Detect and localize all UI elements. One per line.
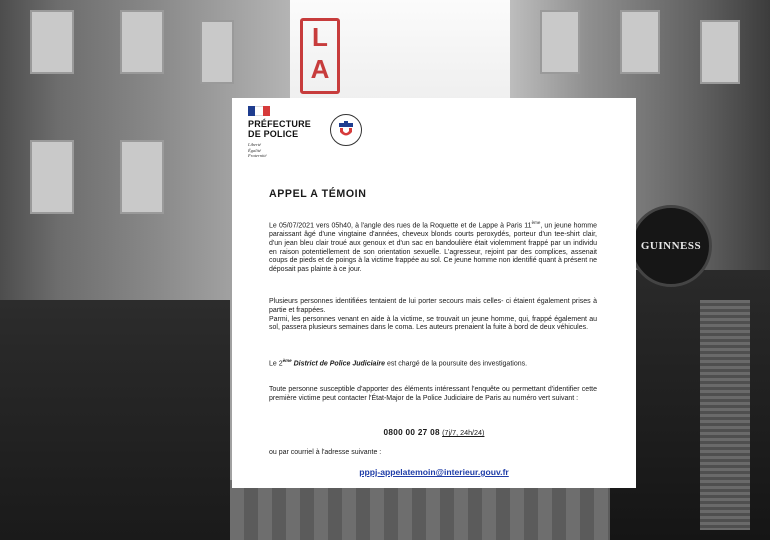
hotline-hours: (7j/7, 24h/24) — [442, 428, 485, 437]
window — [200, 20, 234, 84]
witness-appeal-notice — [232, 98, 636, 488]
contact-email-link[interactable]: pppj-appelatemoin@interieur.gouv.fr — [359, 467, 509, 477]
prefecture-logo — [248, 106, 318, 159]
logo-title-line1: PRÉFECTURE — [248, 119, 312, 129]
cobblestone-street — [230, 480, 610, 540]
police-emblem-icon — [330, 114, 362, 146]
hotline-number[interactable]: 0800 00 27 08 — [383, 428, 440, 437]
window — [30, 140, 74, 214]
window — [700, 20, 740, 84]
shop-shutter — [700, 300, 750, 530]
window — [620, 10, 660, 74]
window — [120, 140, 164, 214]
sign-letter: L — [312, 22, 328, 52]
sign-letter: A — [310, 54, 330, 84]
guinness-sign-text: GUINNESS — [640, 240, 702, 252]
window — [30, 10, 74, 74]
window — [120, 10, 164, 74]
guinness-sign — [630, 205, 712, 287]
hotline — [232, 428, 636, 437]
logo-motto: Liberté Égalité Fraternité — [248, 142, 267, 158]
witnesses-paragraph: Plusieurs personnes identifiées tentaient de lui porter secours mais celles- ci étaient également prises à partie et frappées. Parmi, les personnes venant en aide à la victime, se trouvait un jeune homme, qui, frappé également au sol, passera plusieurs semaines dans le coma. Les auteurs prenaient la fuite à bord de deux véhicules. — [269, 298, 597, 332]
email-intro: ou par courriel à l'adresse suivante : — [269, 449, 382, 456]
left-shopfront — [0, 300, 230, 540]
marianne-flag-icon — [248, 106, 270, 116]
logo-title-line2: DE POLICE — [248, 129, 299, 139]
contact-paragraph: Toute personne susceptible d'apporter des éléments intéressant l'enquête ou permettant d'identifier cette première victime peut contacter l'État-Major de la Police Judiciaire de Paris au numéro vert suivant : — [269, 386, 597, 402]
notice-heading: APPEL A TÉMOIN — [269, 188, 367, 200]
window — [540, 10, 580, 74]
investigation-paragraph: Le 2ème District de Police Judiciaire est chargé de la poursuite des investigations. — [269, 358, 528, 368]
red-letter-sign — [300, 18, 340, 94]
incident-description: Le 05/07/2021 vers 05h40, à l'angle des rues de la Roquette et de Lappe à Paris 11ème, un jeune homme paraissant âgé d'une vingtaine d'années, cheveux blonds courts peroxydés, porteur d'un tee-shirt clair, d'un jean bleu clair troué aux genoux et d'un sac en bandoulière était violemment frappé par un individu en raison potentiellement de son orientation sexuelle. L'agresseur, rejoint par des complices, assenait coups de pieds et de poings à la victime frappée au sol. Ce jeune homme non identifié quant à présent ne déposait pas plainte à ce jour. — [269, 220, 597, 274]
